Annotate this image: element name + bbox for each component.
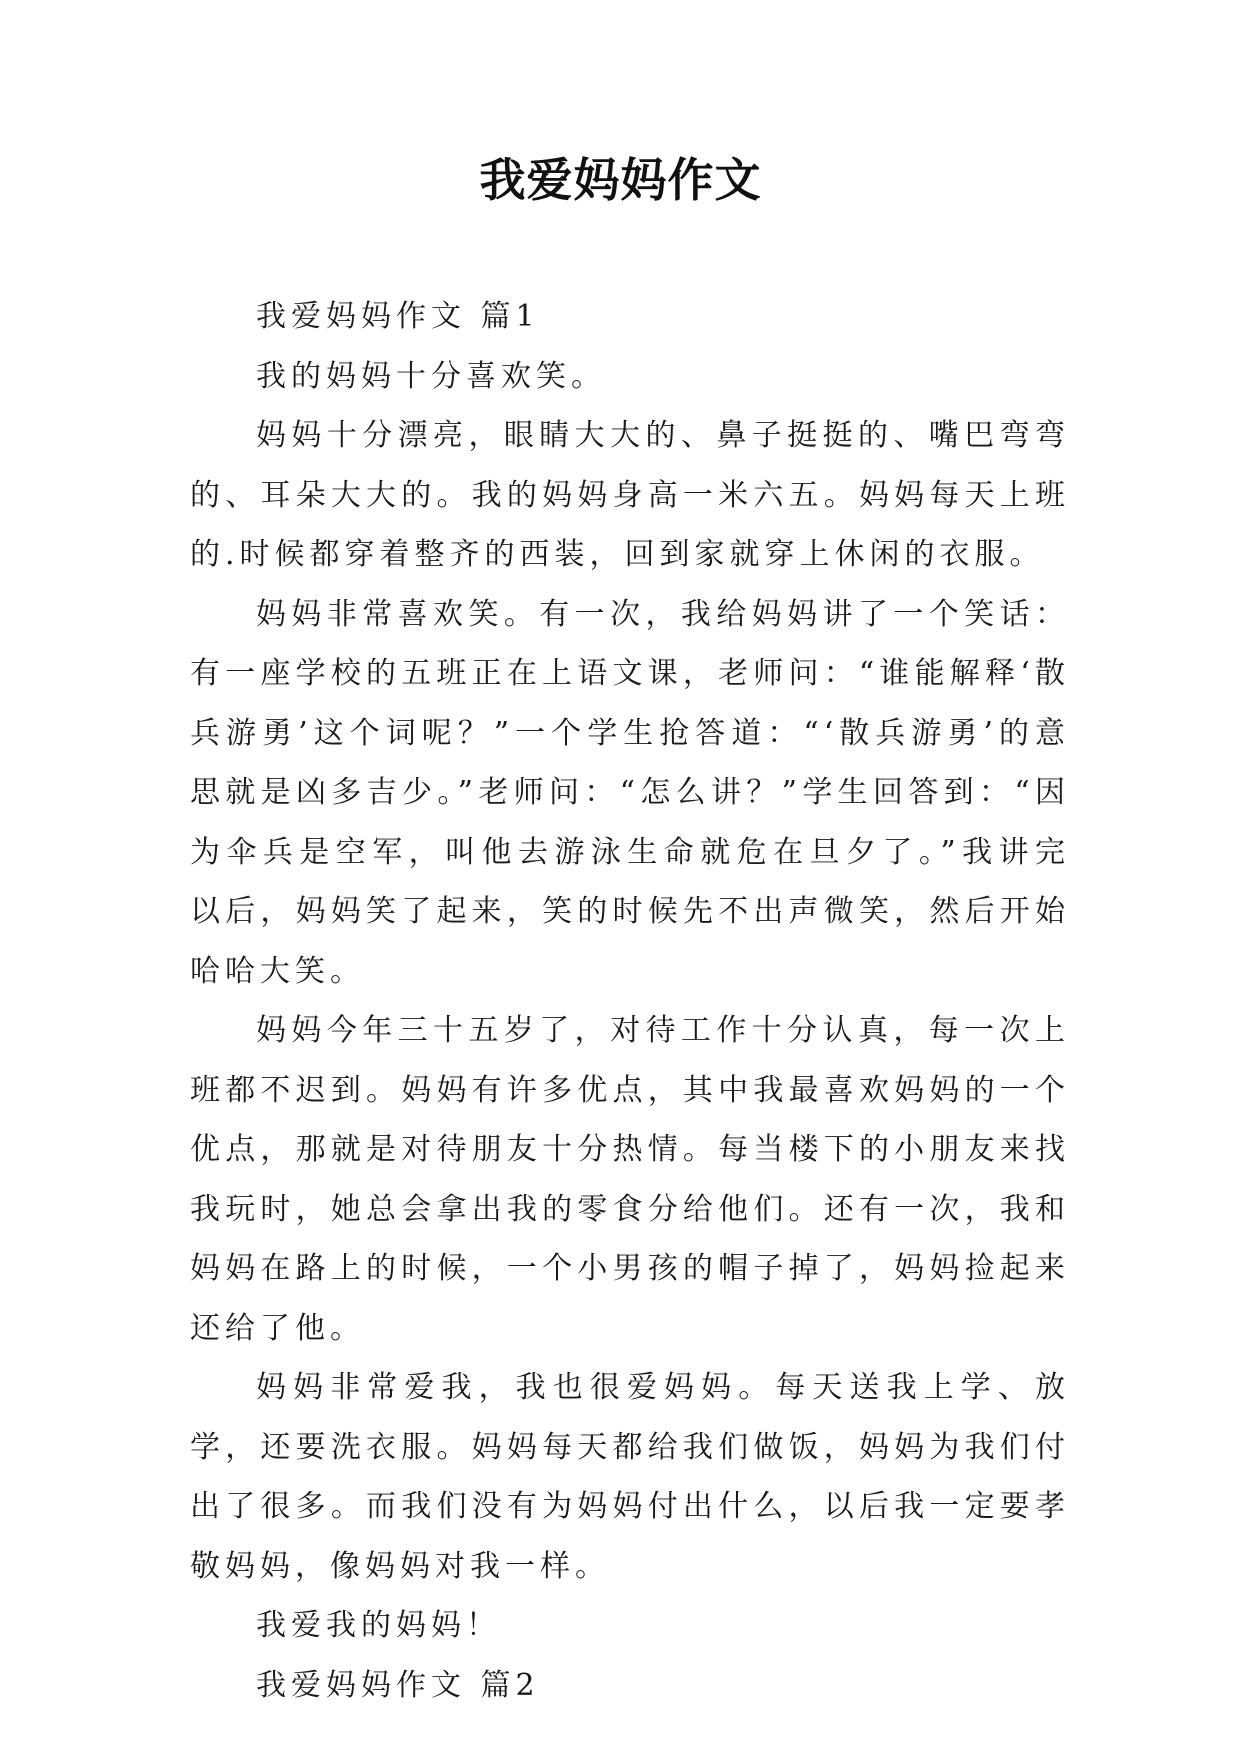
paragraph: 我的妈妈十分喜欢笑。 — [256, 358, 606, 394]
paragraph: 妈妈十分漂亮，眼睛大大的、鼻子挺挺的、嘴巴弯弯的、耳朵大大的。我的妈妈身高一米六五。妈妈每天上班的.时候都穿着整齐的西装，回到家就穿上休闲的衣服。 — [190, 418, 1070, 572]
section-heading-2: 我爱妈妈作文 篇2 — [256, 1667, 540, 1703]
document-title: 我爱妈妈作文 — [479, 153, 762, 207]
document-body — [190, 287, 1070, 1715]
section-heading-1: 我爱妈妈作文 篇1 — [256, 299, 540, 334]
paragraph: 妈妈非常爱我，我也很爱妈妈。每天送我上学、放学，还要洗衣服。妈妈每天都给我们做饭，妈妈为我们付出了很多。而我们没有为妈妈付出什么，以后我一定要孝敬妈妈，像妈妈对我一样。 — [190, 1370, 1070, 1584]
paragraph: 妈妈非常喜欢笑。有一次，我给妈妈讲了一个笑话：有一座学校的五班正在上语文课，老师问：“谁能解释‘散兵游勇’这个词呢？”一个学生抢答道：“‘散兵游勇’的意思就是凶多吉少。”老师问：“怎么讲？”学生回答到：“因为伞兵是空军，叫他去游泳生命就危在旦夕了。”我讲完以后，妈妈笑了起来，笑的时候先不出声微笑，然后开始哈哈大笑。 — [190, 596, 1070, 989]
paragraph: 妈妈今年三十五岁了，对待工作十分认真，每一次上班都不迟到。妈妈有许多优点，其中我最喜欢妈妈的一个优点，那就是对待朋友十分热情。每当楼下的小朋友来找我玩时，她总会拿出我的零食分给他们。还有一次，我和妈妈在路上的时候，一个小男孩的帽子掉了，妈妈捡起来还给了他。 — [190, 1013, 1070, 1346]
paragraph: 我爱我的妈妈！ — [256, 1608, 501, 1643]
